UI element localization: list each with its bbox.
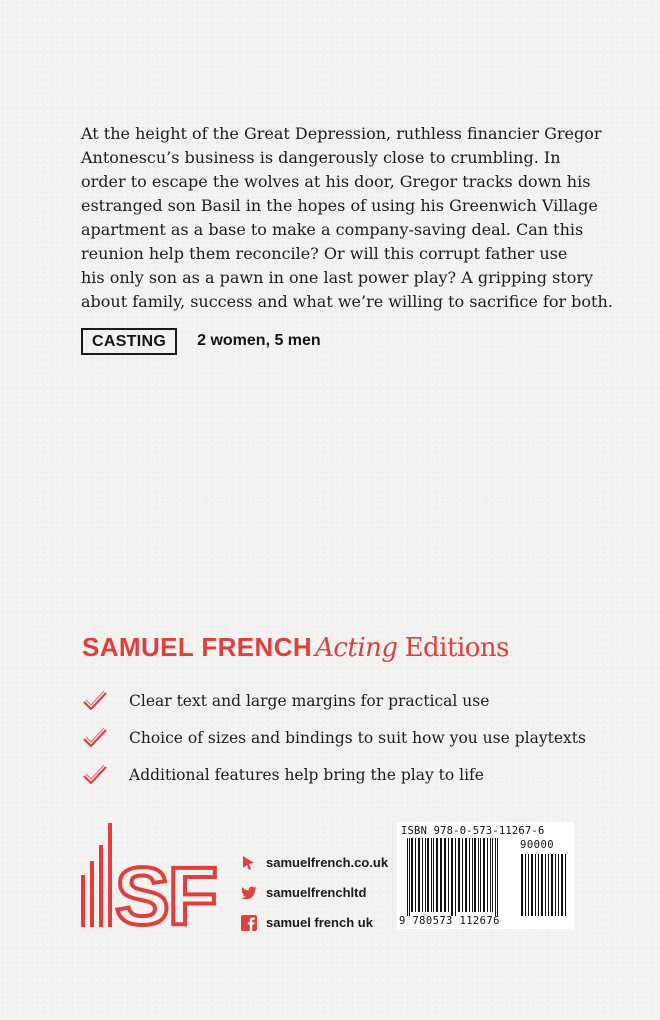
barcode-bar	[418, 838, 420, 912]
twitter-text: samuelfrenchltd	[266, 885, 367, 900]
cursor-icon	[240, 854, 258, 872]
description-line: Antonescu’s business is dangerously close to crumbling. In	[81, 148, 561, 167]
barcode-addon-bar	[528, 854, 529, 916]
checkmark-icon	[82, 689, 108, 713]
series-editions: Editions	[404, 633, 510, 663]
barcode-addon-bar	[565, 854, 566, 916]
ean-digits: 9 780573 112676	[399, 915, 500, 927]
barcode-bar	[495, 838, 496, 916]
feature-item	[82, 757, 602, 793]
twitter-link[interactable]	[240, 880, 388, 905]
barcode-bar	[462, 838, 463, 912]
barcode-bar	[465, 838, 467, 912]
description-line: about family, success and what we’re willing to sacrifice for both.	[81, 292, 613, 311]
barcode-bar	[436, 838, 438, 912]
description-line: estranged son Basil in the hopes of using his Greenwich Village	[81, 196, 598, 215]
play-description	[81, 122, 613, 314]
website-link[interactable]	[240, 850, 388, 875]
feature-list	[82, 683, 602, 794]
twitter-icon	[240, 884, 258, 902]
feature-text: Choice of sizes and bindings to suit how you use playtexts	[129, 729, 586, 747]
isbn-barcode	[397, 822, 574, 929]
barcode-bar	[492, 838, 493, 912]
feature-text: Additional features help bring the play to life	[129, 766, 484, 784]
series-acting: Acting	[315, 633, 398, 663]
feature-item	[82, 720, 602, 756]
sf-logo	[81, 823, 221, 927]
barcode-addon-bar	[551, 854, 553, 916]
checkmark-icon	[82, 763, 108, 787]
barcode-bar	[478, 838, 479, 912]
barcode-addon-bar	[561, 854, 563, 916]
facebook-text: samuel french uk	[266, 915, 373, 930]
barcode-bar	[444, 838, 446, 912]
barcode-bar	[487, 838, 488, 912]
barcode-bar	[469, 838, 470, 912]
casting-value: 2 women, 5 men	[197, 332, 321, 349]
feature-text: Clear text and large margins for practical use	[129, 692, 490, 710]
barcode-bar	[474, 838, 476, 912]
barcode-bar	[483, 838, 485, 912]
barcode-bar	[458, 838, 460, 912]
barcode-addon-bar	[541, 854, 543, 916]
feature-item	[82, 683, 602, 719]
isbn-number: ISBN 978-0-573-11267-6	[401, 825, 545, 837]
checkmark-icon	[82, 726, 108, 750]
barcode-bar	[409, 838, 410, 916]
barcode-addon-bar	[548, 854, 549, 916]
casting-row	[81, 327, 321, 355]
barcode-bar	[422, 838, 423, 912]
website-text: samuelfrench.co.uk	[266, 855, 389, 870]
barcode-bar	[431, 838, 432, 912]
barcode-addon-bar	[538, 854, 539, 916]
social-links	[240, 850, 388, 940]
barcode-bar	[415, 838, 416, 912]
barcode-addon-bar	[545, 854, 546, 916]
barcode-bar	[472, 838, 473, 912]
logo-letters: SF	[115, 851, 216, 927]
description-line: his only son as a pawn in one last power play? A gripping story	[81, 268, 594, 287]
barcode-bar	[407, 838, 408, 916]
barcode-addon-bar	[555, 854, 556, 916]
description-line: order to escape the wolves at his door, Gregor tracks down his	[81, 172, 591, 191]
description-line: At the height of the Great Depression, ruthless financier Gregor	[81, 124, 602, 143]
barcode-bar	[480, 838, 481, 912]
series-heading	[82, 632, 509, 672]
barcode-bar	[451, 838, 453, 916]
facebook-link[interactable]	[240, 910, 388, 935]
description-line: apartment as a base to make a company-saving deal. Can this	[81, 220, 584, 239]
barcode-addon-bar	[558, 854, 559, 916]
description-line: reunion help them reconcile? Or will this corrupt father use	[81, 244, 568, 263]
barcode-bar	[433, 838, 434, 912]
barcode-addon-bar	[525, 854, 526, 916]
barcode-bar	[448, 838, 449, 912]
casting-label: CASTING	[81, 328, 177, 355]
barcode-bar	[455, 838, 456, 916]
barcode-addon-bar	[521, 854, 523, 916]
barcode-bar	[490, 838, 491, 912]
barcode-bar	[440, 838, 442, 912]
publisher-name: SAMUEL FRENCH	[82, 632, 313, 662]
facebook-icon	[240, 914, 258, 932]
barcode-bar	[411, 838, 413, 912]
barcode-addon-bar	[531, 854, 533, 916]
price-addon: 90000	[520, 839, 555, 851]
barcode-addon-bar	[535, 854, 536, 916]
barcode-bar	[427, 838, 429, 912]
barcode-bar	[497, 838, 498, 916]
barcode-bar	[425, 838, 426, 912]
